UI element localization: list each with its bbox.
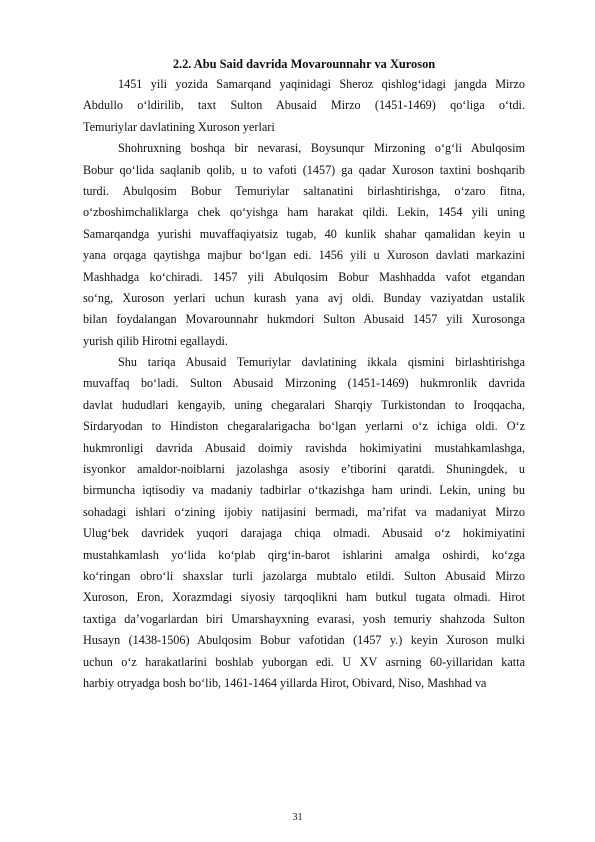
text-line: mustahkamlash yo‘lida ko‘plab qirg‘in-barot ishlarini amalga oshirdi, ko‘zga [83, 547, 525, 562]
text-line: ko‘ringan obro‘li shaxslar turli jazolarga mubtalo etildi. Sulton Abusaid Mirzo [83, 568, 525, 583]
text-line: muvaffaq bo‘ladi. Sulton Abusaid Mirzoning (1451-1469) hukmronlik davrida [83, 376, 525, 391]
text-line: yurish qilib Hirotni egallaydi. [83, 333, 228, 348]
page-content [83, 54, 525, 694]
text-line: taxtiga da’vogarlardan biri Umarshayxning evarasi, yosh temuriy shahzoda Sulton [83, 611, 525, 626]
text-line: harbiy otryadga bosh bo‘lib, 1461-1464 yillarda Hirot, Obivard, Niso, Mashhad va [83, 675, 487, 690]
text-line: Temuriylar davlatining Xuroson yerlari [83, 119, 275, 134]
text-line: Ulug‘bek davridek yuqori darajaga chiqa olmadi. Abusaid o‘z hokimiyatini [83, 526, 525, 541]
text-line: o‘zboshimchaliklarga chek qo‘yishga ham harakat qildi. Lekin, 1454 yili uning [83, 205, 525, 220]
text-line: bilan foydalangan Movarounnahr hukmdori Sulton Abusaid 1457 yili Xurosonga [83, 312, 525, 327]
text-line: 1451 yili yozida Samarqand yaqinidagi Sheroz qishlog‘idagi jangda Mirzo [118, 77, 525, 91]
text-line: Xuroson, Eron, Xorazmdagi siyosiy tarqoqlikni ham butkul tugata olmadi. Hirot [83, 590, 525, 605]
text-line: birmuncha iqtisodiy va madaniy tadbirlar o‘tkazishga ham urindi. Lekin, uning bu [83, 483, 525, 498]
text-line: isyonkor amaldor-noiblarni jazolashga asosiy e’tiborini qaratdi. Shuningdek, u [83, 462, 525, 477]
text-line: Shu tariqa Abusaid Temuriylar davlatining ikkala qismini birlashtirishga [118, 355, 525, 370]
text-line: Samarqandga yurishi muvaffaqiyatsiz tugab, 40 kunlik shahar qamalidan keyin u [83, 226, 525, 241]
text-line: davlat hududlari kengayib, uning chegaralari Sharqiy Turkistondan to Iroqqacha, [83, 397, 525, 412]
text-line: hukmronligi davrida Abusaid doimiy ravishda hokimiyatini mustahkamlashga, [83, 440, 525, 455]
text-line: yana orqaga qaytishga majbur bo‘lgan edi. 1456 yili u Xuroson davlati markazini [83, 248, 525, 263]
text-line: turdi. Abulqosim Bobur Temuriylar saltanatini birlashtirishga, o‘zaro fitna, [83, 183, 525, 198]
text-line: Husayn (1438-1506) Abulqosim Bobur vafotidan (1457 y.) keyin Xuroson mulki [83, 633, 525, 648]
page-number: 31 [292, 812, 303, 823]
body-text [83, 74, 525, 694]
text-line: Abdullo o‘ldirilib, taxt Sulton Abusaid Mirzo (1451-1469) qo‘liga o‘tdi. [83, 98, 525, 113]
text-line: uchun o‘z harakatlarini boshlab yuborgan edi. U XV asrning 60-yillaridan katta [83, 654, 525, 669]
paragraph [83, 74, 525, 138]
text-line: Shohruxning boshqa bir nevarasi, Boysunqur Mirzoning o‘g‘li Abulqosim [118, 141, 525, 156]
text-line: sohadagi ishlari o‘zining ijobiy natijasini bermadi, ma’rifat va madaniyat Mirzo [83, 504, 525, 519]
text-line: Bobur qo‘lida saqlanib qolib, u to vafoti (1457) ga qadar Xuroson taxtini boshqarib [83, 162, 525, 177]
section-heading: 2.2. Abu Said davrida Movarounnahr va Xuroson [172, 57, 436, 71]
paragraph [83, 352, 525, 694]
text-line: Sirdaryodan to Hindiston chegaralarigacha bo‘lgan yerlarni o‘z ichiga oldi. O‘z [83, 419, 525, 434]
text-line: Mashhadga ko‘chiradi. 1457 yili Abulqosim Bobur Mashhadda vafot etgandan [83, 269, 525, 284]
paragraph [83, 138, 525, 352]
text-line: so‘ng, Xuroson yerlari uchun kurash yana avj oldi. Bunday vaziyatdan ustalik [83, 290, 525, 305]
